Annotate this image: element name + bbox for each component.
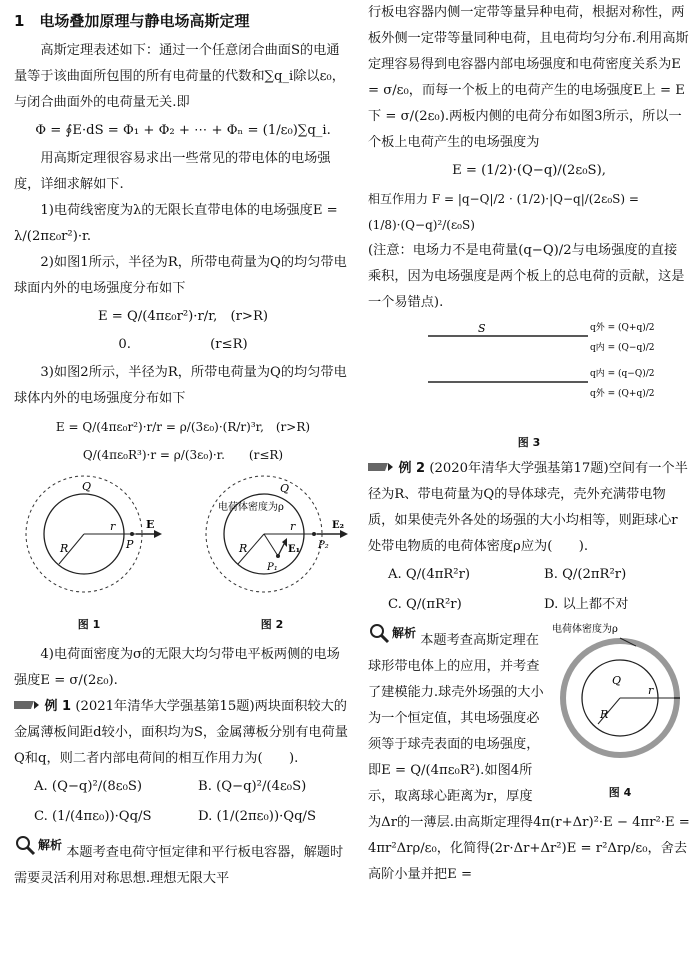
ex1-option-a-key: A.	[34, 779, 48, 794]
example-1-label-text: 例 1	[44, 699, 72, 714]
fig2-label-r: r	[290, 520, 296, 533]
example-1	[14, 694, 352, 772]
fig2-label-r-cap: R	[239, 542, 248, 555]
figures-1-2	[14, 472, 352, 638]
ex2-option-d	[544, 590, 690, 620]
ex1-option-c-key: C.	[34, 809, 48, 824]
ex1-option-d	[198, 802, 352, 832]
eq-field: E = (1/2)·(Q−q)/(2ε₀S),	[452, 163, 606, 178]
example-2-text: (2020年清华大学强基第17题)空间有一个半径为R、带电荷量为Q的导体球壳，壳外充满带电物质，如果使壳外各处的场强的大小均相等，则距球心r处带电物质的电荷体密度ρ应为( ).	[368, 461, 688, 554]
continued-paragraph: 行板电容器内侧一定带等量异种电荷，根据对称性，两板外侧一定带等量同种电荷，且电荷均匀分布.利用高斯定理容易得到电容器内部电场强度和电荷密度关系为E = σ/ε₀，而每一个板上的电荷产生的电场强度E上 = E下 = σ/(2ε₀).两板内侧的电荷分布如图3所示，所以一个板上电荷产生的电场强度为	[368, 5, 689, 150]
eq-2b: 0. (r≤R)	[118, 337, 248, 352]
figure-4-caption: 图 4	[608, 786, 632, 799]
fig3-q-inner-top: q内 = (Q−q)/2	[590, 343, 655, 353]
magnifier-icon	[368, 622, 390, 644]
fig2-label-p2: P₂	[318, 540, 329, 551]
figure-2-caption: 图 2	[260, 618, 284, 631]
gauss-paragraph: 高斯定理表述如下：通过一个任意闭合曲面S的电通量等于该曲面所包围的所有电荷量的代数和∑q_i除以ε₀，与闭合曲面外的电荷量无关.即	[14, 43, 345, 110]
ex2-option-d-key: D.	[544, 597, 559, 612]
eq-2a: E = Q/(4πε₀r²)·r/r, (r>R)	[97, 309, 269, 324]
analysis-2-label: 解析	[392, 626, 417, 640]
fig4-label-r-cap: R	[600, 708, 609, 721]
ex2-option-b-key: B.	[544, 567, 558, 582]
ex2-option-c-key: C.	[388, 597, 402, 612]
analysis-2	[368, 620, 690, 888]
example-2-options	[368, 560, 690, 620]
fig2-label-p1: P₁	[267, 562, 278, 573]
fig1-label-p: P	[126, 538, 134, 551]
left-column	[14, 0, 352, 892]
ex2-option-a-key: A.	[388, 567, 402, 582]
ex1-option-b-text: (Q−q)²/(4ε₀S)	[216, 779, 307, 794]
fig3-label-s: S	[478, 322, 486, 335]
fig3-q-outer-top: q外 = (Q+q)/2	[590, 323, 655, 333]
example-1-label	[14, 694, 71, 720]
fig2-label-q: Q	[280, 482, 290, 495]
figure-4	[550, 620, 690, 806]
ex1-option-c-text: (1/(4πε₀))·Qq/S	[52, 809, 152, 824]
ex2-option-c	[388, 590, 534, 620]
eq-3a: E = Q/(4πε₀r²)·r/r = ρ/(3ε₀)·(R/r)³r, (r>R)	[55, 420, 311, 434]
analysis-1	[14, 832, 352, 892]
example-2	[368, 456, 690, 560]
fig1-label-r-cap: R	[60, 542, 69, 555]
ex1-option-d-text: (1/(2πε₀))·Qq/S	[216, 809, 317, 824]
ex1-option-b	[198, 772, 352, 802]
item-4: 4)电荷面密度为σ的无限大均匀带电平板两侧的电场强度E = σ/(2ε₀).	[14, 647, 340, 688]
ex1-option-a-text: (Q−q)²/(8ε₀S)	[51, 779, 143, 794]
example-1-text: (2021年清华大学强基第15题)两块面积较大的金属薄板间距d较小，面积均为S，金属薄板分别有电荷量Q和q，则二者内部电荷间的相互作用力为( ).	[14, 699, 348, 766]
right-column	[368, 0, 690, 888]
analysis-1-text: 本题考查电荷守恒定律和平行板电容器，解题时需要灵活利用对称思想.理想无限大平	[14, 845, 344, 886]
gauss-equation: Φ = ∮E·dS = Φ₁ + Φ₂ + ⋯ + Φₙ = (1/ε₀)∑q_i.	[35, 123, 331, 138]
example-2-label-text: 例 2	[398, 461, 426, 476]
analysis-1-label: 解析	[38, 838, 63, 852]
fig2-label-e1: E₁	[288, 544, 301, 555]
example-pencil-icon	[14, 698, 40, 712]
analysis-1-tag	[14, 832, 62, 858]
figure-1	[14, 472, 164, 638]
section-title: 1 电场叠加原理与静电场高斯定理	[14, 12, 250, 30]
ex2-option-b	[544, 560, 690, 590]
figure-1-caption: 图 1	[77, 618, 101, 631]
example-2-label	[368, 456, 425, 482]
ex2-option-b-text: Q/(2πR²r)	[562, 567, 627, 582]
example-1-options	[14, 772, 352, 832]
fig1-label-e: E	[146, 518, 155, 531]
item-2: 2)如图1所示，半径为R，所带电荷量为Q的均匀带电球面内外的电场强度分布如下	[14, 255, 347, 296]
fig4-density-label: 电荷体密度为ρ	[552, 624, 618, 635]
use-paragraph: 用高斯定理很容易求出一些常见的带电体的电场强度，详细求解如下.	[14, 151, 331, 192]
analysis-2-tag	[368, 620, 416, 646]
figure-3-drawing	[368, 320, 688, 420]
figure-3-caption: 图 3	[517, 436, 541, 449]
note-paragraph: (注意：电场力不是电荷量(q−Q)/2与电场强度的直接乘积，因为电场强度是两个板上的总电荷的贡献，这是一个易错点).	[368, 243, 685, 310]
fig2-density-label: 电荷体密度为ρ	[218, 502, 284, 513]
fig2-label-e2: E₂	[332, 520, 345, 531]
fig4-label-r: r	[648, 684, 654, 697]
figure-2-drawing	[192, 472, 352, 602]
ex1-option-d-key: D.	[198, 809, 213, 824]
figure-1-drawing	[14, 472, 164, 602]
fig3-q-outer-bottom: q外 = (Q+q)/2	[590, 389, 655, 399]
ex2-option-a	[388, 560, 534, 590]
figure-4-drawing	[550, 620, 690, 770]
ex2-option-a-text: Q/(4πR²r)	[405, 567, 471, 582]
fig4-label-q: Q	[612, 674, 622, 687]
figure-3	[368, 320, 690, 456]
fig3-q-inner-bottom: q内 = (q−Q)/2	[590, 369, 655, 379]
ex1-option-b-key: B.	[198, 779, 212, 794]
analysis-2-text: 本题考查高斯定理在球形带电体上的应用，并考查了建模能力.球壳外场强的大小为一个恒定值，其电场强度必须等于球壳表面的电场强度，即E = Q/(4πε₀R²).如图4所示，取离球心距离为r，厚度为Δr的一薄层.由高斯定理得4π(r+Δr)²·E − 4πr²·E = 4πr²Δrρ/ε₀，化简得(2r·Δr+Δr²)E = r²Δrρ/ε₀，舍去高阶小量并把E =	[368, 633, 690, 882]
figure-2	[192, 472, 352, 638]
ex1-option-c	[34, 802, 188, 832]
fig1-label-q: Q	[82, 480, 92, 493]
item-3: 3)如图2所示，半径为R，所带电荷量为Q的均匀带电球体内外的电场强度分布如下	[14, 365, 347, 406]
ex2-option-c-text: Q/(πR²r)	[406, 597, 462, 612]
eq-force: 相互作用力 F = |q−Q|/2 · (1/2)·|Q−q|/(2ε₀S) = (1/8)·(Q−q)²/(ε₀S)	[368, 192, 639, 232]
ex2-option-d-text: 以上都不对	[562, 597, 629, 612]
eq-3b: Q/(4πε₀R³)·r = ρ/(3ε₀)·r. (r≤R)	[82, 448, 284, 462]
example-pencil-icon	[368, 460, 394, 474]
fig1-label-r: r	[110, 520, 116, 533]
magnifier-icon	[14, 834, 36, 856]
item-1: 1)电荷线密度为λ的无限长直带电体的电场强度E = λ/(2πε₀r²)·r.	[14, 203, 338, 244]
ex1-option-a	[34, 772, 188, 802]
